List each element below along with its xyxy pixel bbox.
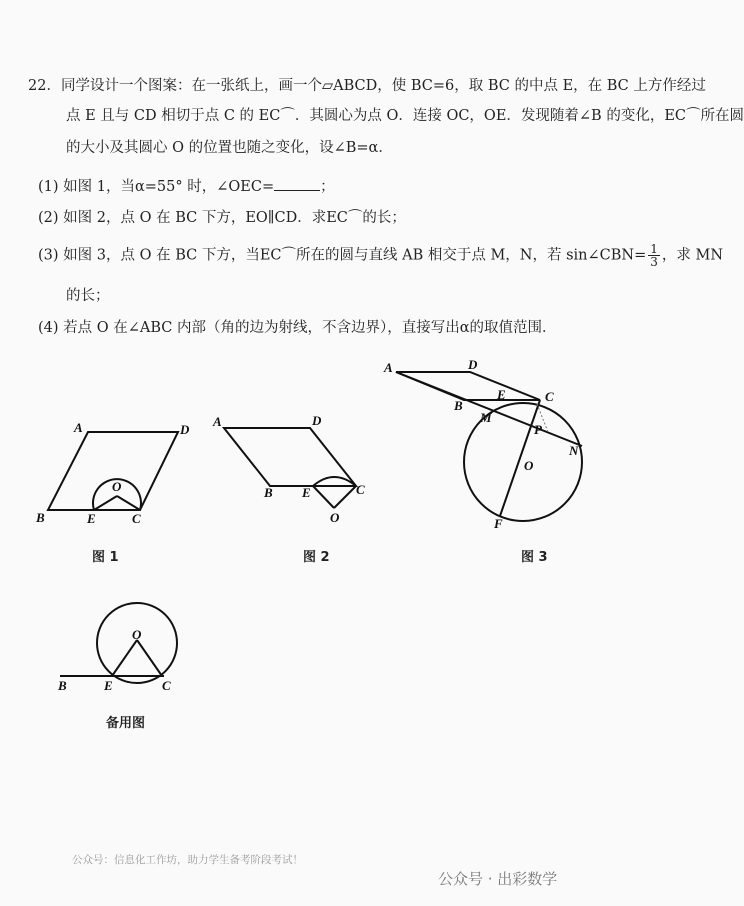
fig1-label-c: C xyxy=(132,511,141,526)
fig3-label-a: A xyxy=(384,360,393,375)
fraction-numerator: 1 xyxy=(650,242,658,256)
fig3-label-n: N xyxy=(569,443,579,458)
fig3-label-p: P xyxy=(534,422,542,437)
segment-oc xyxy=(137,640,162,676)
question-2: (2) 如图 2，点 O 在 BC 下方，EO∥CD．求EC⌒的长； xyxy=(38,210,406,226)
fig1-label-e: E xyxy=(87,511,96,526)
fig3-label-c: C xyxy=(545,389,554,404)
question-3-text: (3) 如图 3，点 O 在 BC 下方，当EC⌒所在的圆与直线 AB 相交于点 M，N，若 sin∠CBN= xyxy=(38,247,647,264)
spare-label-c: C xyxy=(162,678,171,693)
fig3-label-d: D xyxy=(468,357,478,372)
fig1-label-b: B xyxy=(36,510,45,525)
circle-o xyxy=(97,603,177,683)
caption-figure-1: 图 1 xyxy=(92,550,119,565)
spare-label-e: E xyxy=(104,678,113,693)
question-4: (4) 若点 O 在∠ABC 内部（角的边为射线，不含边界），直接写出α的取值范围． xyxy=(38,320,557,336)
fig2-label-d: D xyxy=(312,413,322,428)
fig2-label-o: O xyxy=(330,510,340,525)
caption-spare-figure: 备用图 xyxy=(106,716,146,731)
problem-line-2: 点 E 且与 CD 相切于点 C 的 EC⌒．其圆心为点 O．连接 OC，OE．发现随着∠B 的变化，EC⌒所在圆 xyxy=(66,108,744,124)
problem-line-1: 22．同学设计一个图案：在一张纸上，画一个▱ABCD，使 BC=6，取 BC 的中点 E，在 BC 上方作经过 xyxy=(28,78,706,94)
fig3-label-m: M xyxy=(480,410,492,425)
fig3-label-e: E xyxy=(497,387,506,402)
footer-watermark-right: 公众号 · 出彩数学 xyxy=(438,870,558,888)
footer-watermark-left: 公众号：信息化工作坊，助力学生备考阶段考试！ xyxy=(72,854,303,866)
question-1-text: (1) 如图 1，当α=55° 时，∠OEC= xyxy=(38,179,275,195)
fraction-denominator: 3 xyxy=(650,255,658,269)
problem-line-3: 的大小及其圆心 O 的位置也随之变化，设∠B=α． xyxy=(66,140,393,156)
question-3-continued: 的长； xyxy=(66,288,110,304)
spare-label-o: O xyxy=(132,627,142,642)
fig1-label-d: D xyxy=(180,422,190,437)
segment-oe xyxy=(112,640,137,676)
caption-figure-2: 图 2 xyxy=(303,550,330,565)
fig2-label-e: E xyxy=(302,485,311,500)
fig2-label-b: B xyxy=(264,485,273,500)
fig1-label-o: O xyxy=(112,479,122,494)
fig3-label-b: B xyxy=(454,398,463,413)
fig2-label-a: A xyxy=(213,414,222,429)
fig2-label-c: C xyxy=(356,482,365,497)
question-3-tail: ，求 MN xyxy=(661,247,724,264)
fraction xyxy=(648,243,660,268)
fig3-label-o: O xyxy=(524,458,534,473)
question-1-end: ； xyxy=(320,179,335,195)
spare-label-b: B xyxy=(58,678,67,693)
fig1-label-a: A xyxy=(74,420,83,435)
fig3-label-f: F xyxy=(494,516,503,531)
caption-figure-3: 图 3 xyxy=(521,550,548,565)
